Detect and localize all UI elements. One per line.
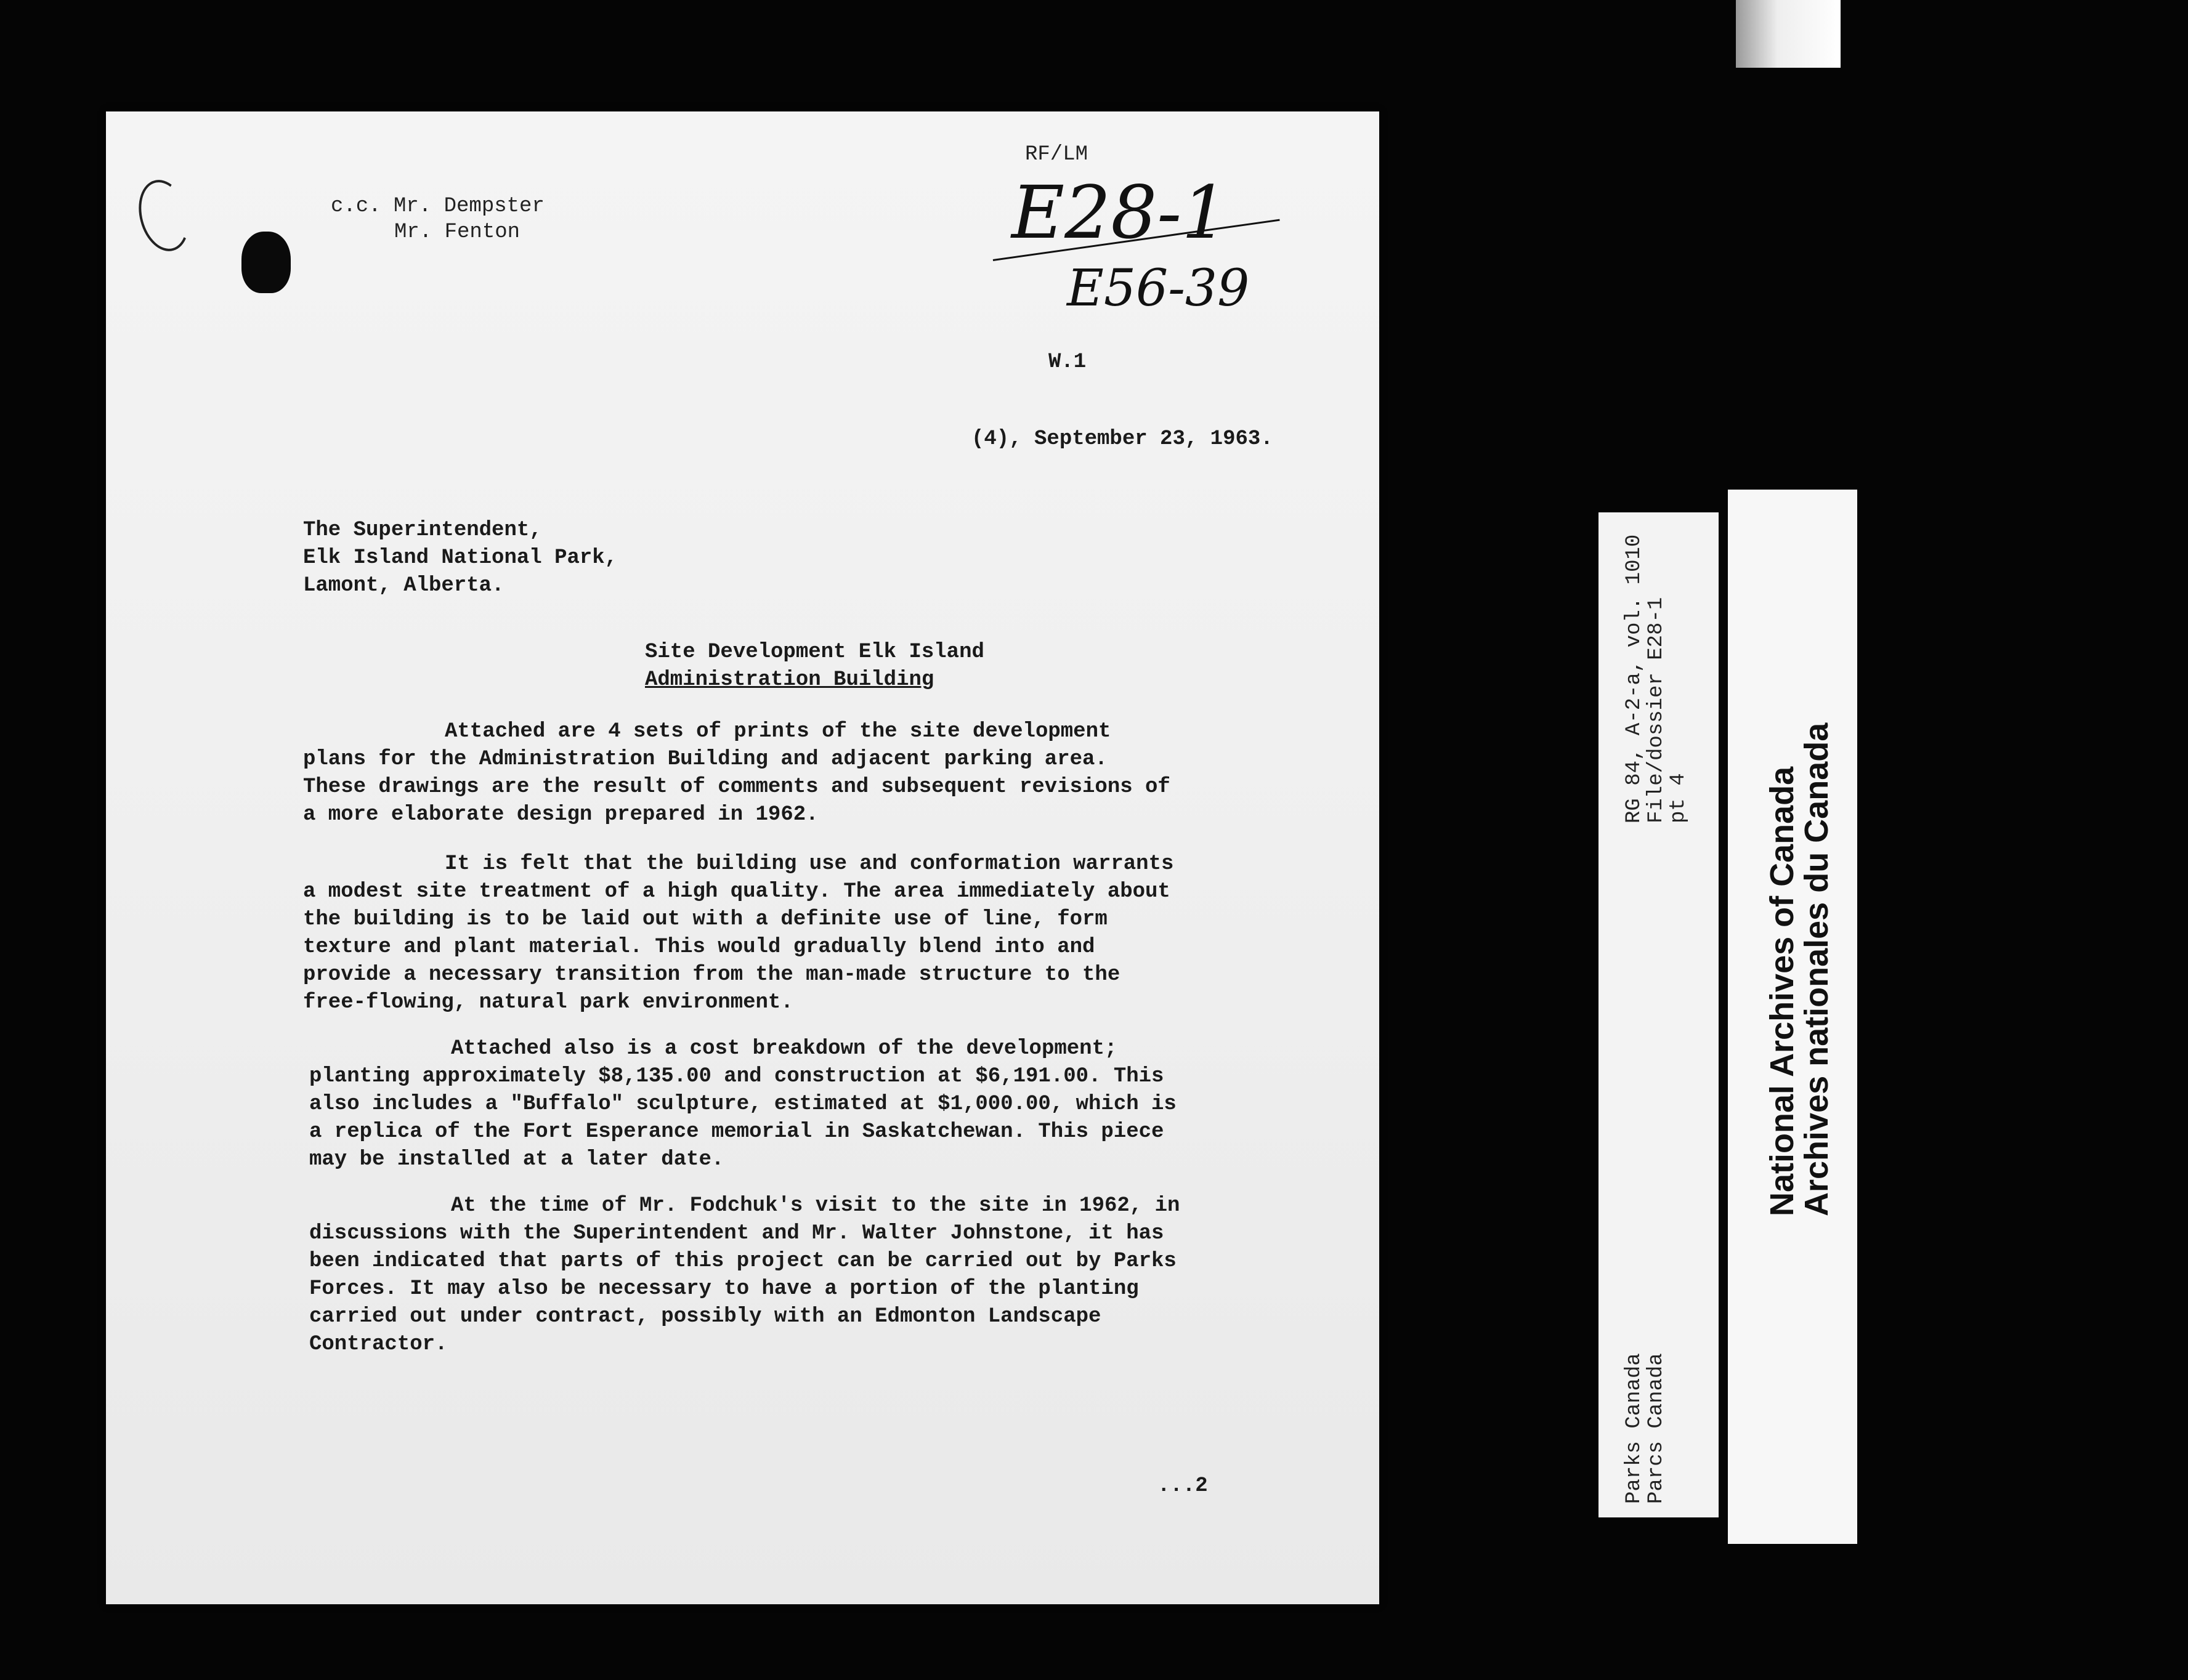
archive-reference-strip bbox=[1598, 512, 1719, 1517]
paragraph-2: It is felt that the building use and conformation warrants a modest site treatment of a high quality. The area immediately about the building is to be laid out with a definite use of line, form texture and plant material. This would gradually blend into and provide a necessary transition from the man-made structure to the free-flowing, natural park environment. bbox=[303, 852, 1174, 1014]
source-line-2: Parcs Canada bbox=[1645, 1353, 1668, 1504]
handwritten-mark bbox=[131, 174, 197, 257]
letter-date: (4), September 23, 1963. bbox=[971, 427, 1273, 451]
scanner-edge-tab bbox=[1736, 0, 1841, 68]
continuation-marker: ...2 bbox=[1157, 1474, 1208, 1498]
institution-english: National Archives of Canada bbox=[1764, 766, 1801, 1216]
address-line-2: Elk Island National Park, bbox=[303, 546, 618, 570]
subject-line-1: Site Development Elk Island bbox=[645, 640, 984, 664]
address-line-3: Lamont, Alberta. bbox=[303, 574, 504, 597]
punch-hole bbox=[241, 232, 291, 293]
address-line-1: The Superintendent, bbox=[303, 519, 542, 542]
handwritten-secondary-number: E56-39 bbox=[1067, 259, 1250, 318]
letter-page bbox=[106, 111, 1379, 1604]
reference-line-1: RG 84, A-2-a, vol. 1010 bbox=[1623, 534, 1646, 823]
handwritten-file-number: E28-1 bbox=[1011, 170, 1228, 255]
subject-line-2: Administration Building bbox=[645, 668, 934, 692]
paragraph-3: Attached also is a cost breakdown of the development; planting approximately $8,135.00 and construction at $6,191.00. This also includes a "Buffalo" sculpture, estimated at $1,000.00, which is a replica of the Fort Esperance memorial in Saskatchewan. This piece may be installed at a later date. bbox=[309, 1037, 1177, 1171]
page-marker: W.1 bbox=[1048, 350, 1087, 374]
cc-line-1: c.c. Mr. Dempster bbox=[331, 195, 545, 218]
paragraph-1: Attached are 4 sets of prints of the site development plans for the Administration Building and adjacent parking area. These drawings are the result of comments and subsequent revisions of a more elaborate design prepared in 1962. bbox=[303, 720, 1170, 826]
reference-line-3: pt 4 bbox=[1667, 773, 1690, 823]
archive-institution-strip bbox=[1728, 490, 1857, 1544]
institution-french: Archives nationales du Canada bbox=[1798, 722, 1835, 1216]
cc-line-2: Mr. Fenton bbox=[394, 220, 521, 244]
paragraph-4: At the time of Mr. Fodchuk's visit to the site in 1962, in discussions with the Superintendent and Mr. Walter Johnstone, it has been indicated that parts of this project can be carried out by Parks Forces. It may also be necessary to have a portion of the planting carried out under contract, possibly with an Edmonton Landscape Contractor. bbox=[309, 1194, 1180, 1356]
source-line-1: Parks Canada bbox=[1623, 1353, 1646, 1504]
file-reference: RF/LM bbox=[1025, 143, 1088, 166]
reference-line-2: File/dossier E28-1 bbox=[1645, 597, 1668, 823]
